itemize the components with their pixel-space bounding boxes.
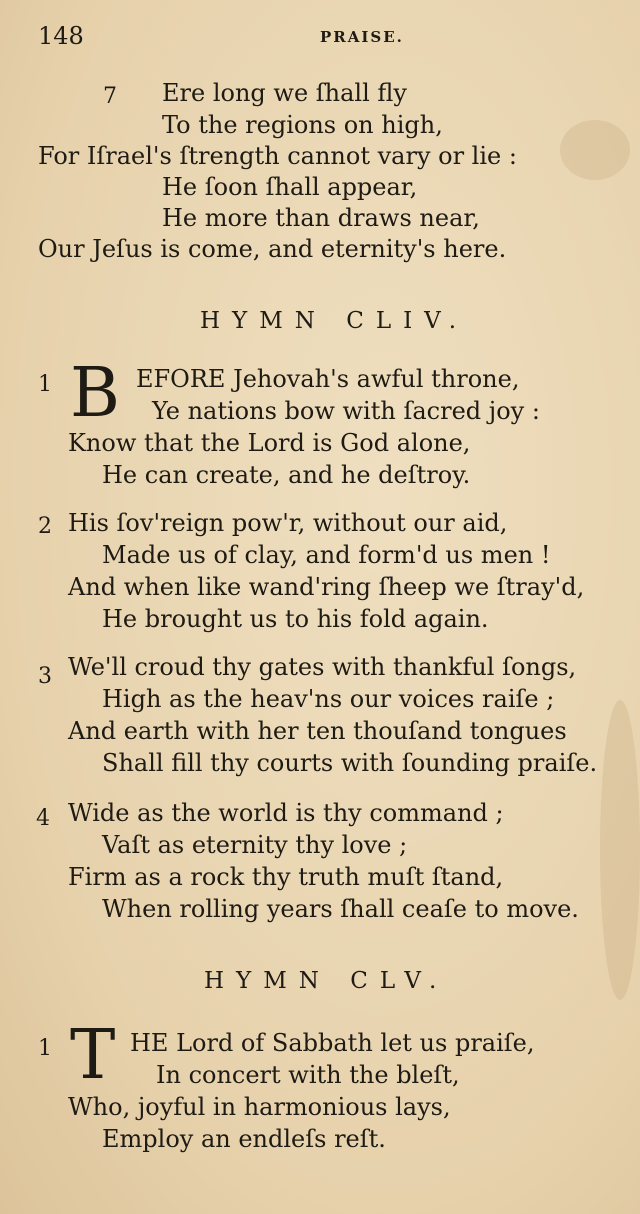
verse-line: Ye nations bow with ſacred joy : [152, 397, 540, 425]
verse-line: He brought us to his fold again. [102, 605, 489, 633]
verse-line: Firm as a rock thy truth muſt ſtand, [68, 863, 504, 891]
verse-number: 4 [36, 806, 50, 831]
verse-number: 7 [103, 84, 117, 109]
verse-line: He ſoon ſhall appear, [162, 173, 418, 201]
verse-line: And when like wand'ring ſheep we ſtray'd, [68, 573, 585, 601]
verse-line: High as the heav'ns our voices raiſe ; [102, 685, 555, 713]
verse-line: In concert with the bleſt, [156, 1061, 460, 1089]
verse-line: Our Jeſus is come, and eternity's here. [38, 235, 507, 263]
hymn-title: HYMN CLIV. [200, 308, 469, 334]
drop-cap: T [70, 1016, 116, 1095]
verse-number: 3 [38, 664, 52, 689]
verse-number: 2 [38, 514, 52, 539]
hymn-title: HYMN CLV. [204, 968, 449, 994]
verse-line: To the regions on high, [162, 111, 443, 139]
running-title: PRAISE. [320, 28, 404, 46]
paper-stain [600, 700, 640, 1000]
page-header [38, 22, 598, 52]
verse-line: Employ an endleſs reſt. [102, 1125, 386, 1153]
verse-line: EFORE Jehovah's awful throne, [136, 365, 520, 393]
verse-number: 1 [38, 372, 52, 397]
verse-line: Who, joyful in harmonious lays, [68, 1093, 451, 1121]
verse-line: For Iſrael's ſtrength cannot vary or lie : [38, 142, 517, 170]
verse-line: Wide as the world is thy command ; [68, 799, 504, 827]
verse-line: Made us of clay, and form'd us men ! [102, 541, 551, 569]
drop-cap: B [70, 354, 120, 433]
verse-line: Vaſt as eternity thy love ; [102, 831, 408, 859]
verse-line: When rolling years ſhall ceaſe to move. [102, 895, 579, 923]
verse-line: Shall fill thy courts with ſounding praiſe. [102, 749, 598, 777]
paper-stain [560, 120, 630, 180]
verse-line: Ere long we ſhall fly [162, 79, 407, 107]
verse-line: We'll croud thy gates with thankful ſongs, [68, 653, 577, 681]
verse-line: And earth with her ten thouſand tongues [68, 717, 567, 745]
verse-line: His ſov'reign pow'r, without our aid, [68, 509, 508, 537]
verse-line: He more than draws near, [162, 204, 480, 232]
verse-number: 1 [38, 1036, 52, 1061]
verse-line: HE Lord of Sabbath let us praiſe, [130, 1029, 535, 1057]
page-number: 148 [38, 22, 84, 50]
verse-line: He can create, and he deſtroy. [102, 461, 471, 489]
verse-line: Know that the Lord is God alone, [68, 429, 471, 457]
